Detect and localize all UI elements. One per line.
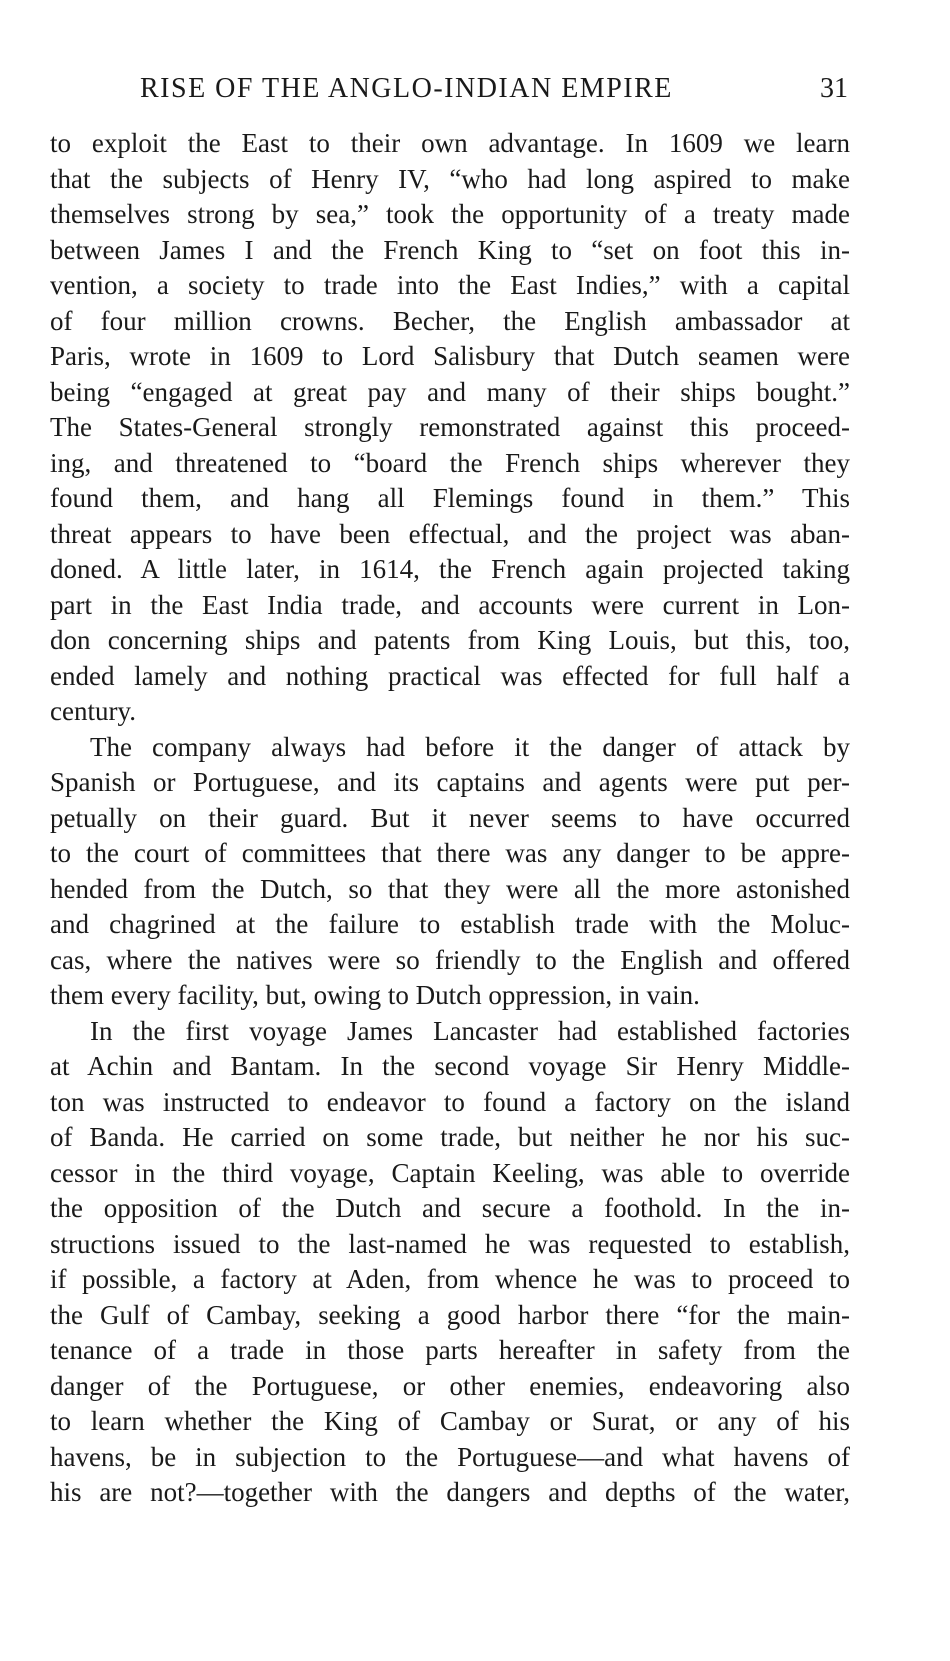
text-line: them every facility, but, owing to Dutch oppression, in vain. [50,980,700,1010]
text-line: danger of the Portuguese, or other enemies, endeavoring also [50,1370,850,1401]
text-line: cessor in the third voyage, Captain Keeling, was able to override [50,1157,850,1188]
text-line: threat appears to have been effectual, and the project was aban- [50,518,850,549]
paragraph [50,126,850,730]
text-line: to exploit the East to their own advantage. In 1609 we learn [50,128,850,158]
text-line: The company always had before it the danger of attack by [90,731,850,762]
text-line: In the first voyage James Lancaster had established factories [90,1015,850,1046]
text-line: part in the East India trade, and accounts were current in Lon- [50,589,850,620]
body-text [50,126,850,1511]
text-line: themselves strong by sea,” took the opportunity of a treaty made [50,199,850,229]
text-line: of four million crowns. Becher, the English ambassador at [50,305,850,336]
text-line: hended from the Dutch, so that they were all the more astonished [50,873,850,904]
text-line: Paris, wrote in 1609 to Lord Salisbury that Dutch seamen were [50,341,850,371]
text-line: his are not?—together with the dangers and depths of the water, [50,1477,850,1507]
text-line: cas, where the natives were so friendly to the English and offered [50,944,850,975]
text-line: ton was instructed to endeavor to found a factory on the island [50,1086,850,1117]
paragraph [50,730,850,1014]
text-line: The States-General strongly remonstrated against this proceed- [50,412,850,442]
text-line: and chagrined at the failure to establish trade with the Moluc- [50,909,850,939]
text-line: found them, and hang all Flemings found in them.” This [50,483,850,513]
text-line: to learn whether the King of Cambay or Surat, or any of his [50,1406,850,1436]
text-line: between James I and the French King to “set on foot this in- [50,234,850,265]
running-title: RISE OF THE ANGLO-INDIAN EMPIRE [140,73,673,104]
text-line: being “engaged at great pay and many of their ships bought.” [50,376,850,407]
text-line: petually on their guard. But it never seems to have occurred [50,802,850,833]
paragraph [50,1014,850,1511]
text-line: Spanish or Portuguese, and its captains and agents were put per- [50,767,850,797]
text-line: tenance of a trade in those parts hereafter in safety from the [50,1335,850,1365]
text-line: havens, be in subjection to the Portuguese—and what havens of [50,1441,850,1472]
book-page [50,0,850,1661]
text-line: the opposition of the Dutch and secure a foothold. In the in- [50,1193,850,1223]
text-line: the Gulf of Cambay, seeking a good harbor there “for the main- [50,1299,850,1330]
text-line: century. [50,696,136,726]
page-number: 31 [820,73,848,104]
text-line: ended lamely and nothing practical was effected for full half a [50,660,850,691]
text-line: to the court of committees that there was any danger to be appre- [50,838,850,868]
text-line: if possible, a factory at Aden, from whence he was to proceed to [50,1264,850,1294]
running-head [50,73,850,113]
text-line: at Achin and Bantam. In the second voyage Sir Henry Middle- [50,1051,850,1081]
text-line: structions issued to the last-named he was requested to establish, [50,1228,850,1259]
text-line: that the subjects of Henry IV, “who had long aspired to make [50,163,850,194]
text-line: don concerning ships and patents from King Louis, but this, too, [50,625,850,655]
text-line: of Banda. He carried on some trade, but neither he nor his suc- [50,1122,850,1152]
text-line: doned. A little later, in 1614, the French again projected taking [50,554,850,584]
text-line: ing, and threatened to “board the French ships wherever they [50,447,850,478]
text-line: vention, a society to trade into the East Indies,” with a capital [50,270,850,300]
